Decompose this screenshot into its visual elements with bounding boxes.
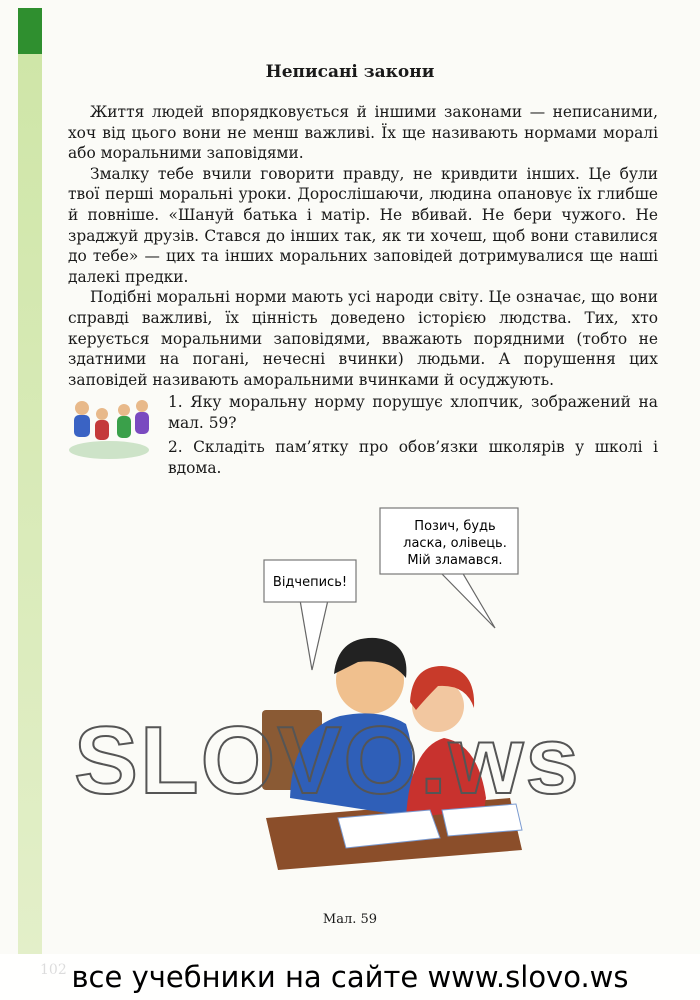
illustration-children-desk <box>230 498 540 898</box>
bubble-right-line: Позич, будь <box>414 519 496 534</box>
paragraph: Змалку тебе вчили говорити правду, не кривдити інших. Це були твої перші моральні уроки. Дорослішаючи, людина опановує їх глибше й повніше. «Шануй батька і матір. Не вбивай. Не бери чужого. Не зраджуй друзів. Стався до інших так, як ти хочеш, щоб вони ставилися до тебе» — цих та інших моральних заповідей дотримувалися ще наші далекі предки. <box>68 164 658 286</box>
body-text <box>68 102 658 390</box>
page-title: Неписані закони <box>265 62 435 82</box>
watermark: SLOVO.ws <box>74 707 581 814</box>
paragraph: Життя людей впорядковується й іншими законами — неписаними, хоч від цього вони не менш важливі. Їх ще називають нормами моралі або моральними заповідями. <box>68 103 658 163</box>
paragraph: Подібні моральні норми мають усі народи світу. Це означає, що вони справді важливі, їх цінність доведено історією людства. Тих, хто керується моральними заповідями, вважають порядними (тобто не здатними на погані, нечесні вчинки) людьми. А порушення цих заповідей називають аморальними вчинками й осуджують. <box>68 288 658 389</box>
task-item: 2. Складіть пам’ятку про обов’язки школярів у школі і вдома. <box>168 438 658 477</box>
figure-caption: Мал. 59 <box>322 912 378 927</box>
task-item: 1. Яку моральну норму порушує хлопчик, зображений на мал. 59? <box>168 393 658 432</box>
bubble-left-text: Відчепись! <box>272 575 348 590</box>
tasks-list <box>168 392 658 482</box>
speech-bubble-right <box>380 508 518 628</box>
margin-bar-light <box>18 54 42 954</box>
footer-banner: все учебники на сайте www.slovo.ws <box>0 954 700 1000</box>
discussion-group-icon <box>64 392 154 462</box>
margin-bar-dark <box>18 8 42 54</box>
bubble-right-line: ласка, олівець. <box>403 536 507 551</box>
bubble-right-line: Мій зламався. <box>407 553 503 568</box>
